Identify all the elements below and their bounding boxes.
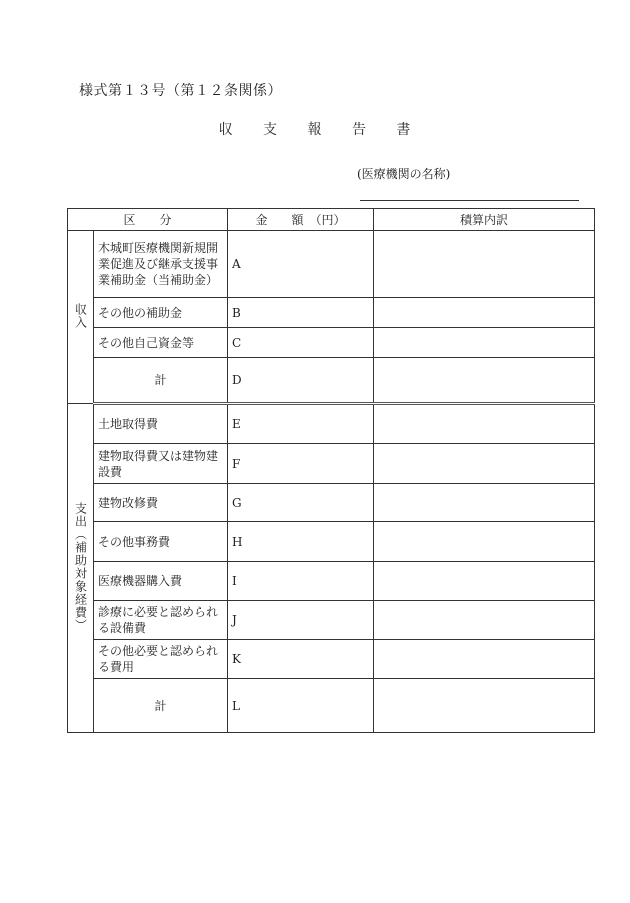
amount-cell-e[interactable]: E bbox=[228, 404, 374, 444]
table-header-row bbox=[68, 209, 595, 231]
amount-cell-i[interactable]: I bbox=[228, 562, 374, 601]
amount-cell-l[interactable]: L bbox=[228, 679, 374, 733]
breakdown-cell-b[interactable] bbox=[374, 298, 595, 328]
amount-cell-c[interactable]: C bbox=[228, 328, 374, 358]
income-expense-table bbox=[67, 208, 595, 733]
expense-total-label: 計 bbox=[94, 679, 228, 733]
amount-cell-d[interactable]: D bbox=[228, 358, 374, 404]
amount-cell-h[interactable]: H bbox=[228, 522, 374, 562]
breakdown-cell-f[interactable] bbox=[374, 444, 595, 484]
breakdown-cell-e[interactable] bbox=[374, 404, 595, 444]
table-row bbox=[68, 640, 595, 679]
expense-item-label: その他必要と認められる費用 bbox=[94, 640, 228, 679]
document-title: 収 支 報 告 書 bbox=[218, 122, 424, 138]
expense-item-label: 建物改修費 bbox=[94, 484, 228, 522]
institution-name-line[interactable] bbox=[360, 200, 579, 201]
table-row bbox=[68, 328, 595, 358]
table-row bbox=[68, 404, 595, 444]
table-row bbox=[68, 444, 595, 484]
breakdown-cell-h[interactable] bbox=[374, 522, 595, 562]
expense-group-label: 支出（補助対象経費） bbox=[68, 404, 94, 733]
expense-item-label: その他事務費 bbox=[94, 522, 228, 562]
income-item-label: その他の補助金 bbox=[94, 298, 228, 328]
table-row bbox=[68, 679, 595, 733]
table-row bbox=[68, 298, 595, 328]
table-row bbox=[68, 601, 595, 640]
breakdown-cell-c[interactable] bbox=[374, 328, 595, 358]
breakdown-cell-g[interactable] bbox=[374, 484, 595, 522]
table-row bbox=[68, 358, 595, 404]
amount-cell-g[interactable]: G bbox=[228, 484, 374, 522]
header-category: 区 分 bbox=[68, 209, 228, 231]
table-row bbox=[68, 484, 595, 522]
institution-name-label: (医療機関の名称) bbox=[357, 167, 451, 181]
form-number: 様式第１３号（第１２条関係） bbox=[79, 83, 282, 99]
amount-cell-b[interactable]: B bbox=[228, 298, 374, 328]
income-item-label: その他自己資金等 bbox=[94, 328, 228, 358]
expense-item-label: 医療機器購入費 bbox=[94, 562, 228, 601]
income-total-label: 計 bbox=[94, 358, 228, 404]
expense-item-label: 診療に必要と認められる設備費 bbox=[94, 601, 228, 640]
amount-cell-a[interactable]: A bbox=[228, 231, 374, 298]
header-amount: 金 額 （円） bbox=[228, 209, 374, 231]
table-row bbox=[68, 522, 595, 562]
amount-cell-f[interactable]: F bbox=[228, 444, 374, 484]
breakdown-cell-k[interactable] bbox=[374, 640, 595, 679]
amount-cell-k[interactable]: K bbox=[228, 640, 374, 679]
table-row bbox=[68, 562, 595, 601]
breakdown-cell-i[interactable] bbox=[374, 562, 595, 601]
income-item-label: 木城町医療機関新規開業促進及び継承支援事業補助金（当補助金） bbox=[94, 231, 228, 298]
expense-item-label: 建物取得費又は建物建設費 bbox=[94, 444, 228, 484]
expense-item-label: 土地取得費 bbox=[94, 404, 228, 444]
breakdown-cell-j[interactable] bbox=[374, 601, 595, 640]
amount-cell-j[interactable]: J bbox=[228, 601, 374, 640]
header-breakdown: 積算内訳 bbox=[374, 209, 595, 231]
table-row bbox=[68, 231, 595, 298]
breakdown-cell-a[interactable] bbox=[374, 231, 595, 298]
income-group-label: 収入 bbox=[68, 231, 94, 404]
breakdown-cell-l[interactable] bbox=[374, 679, 595, 733]
breakdown-cell-d[interactable] bbox=[374, 358, 595, 404]
